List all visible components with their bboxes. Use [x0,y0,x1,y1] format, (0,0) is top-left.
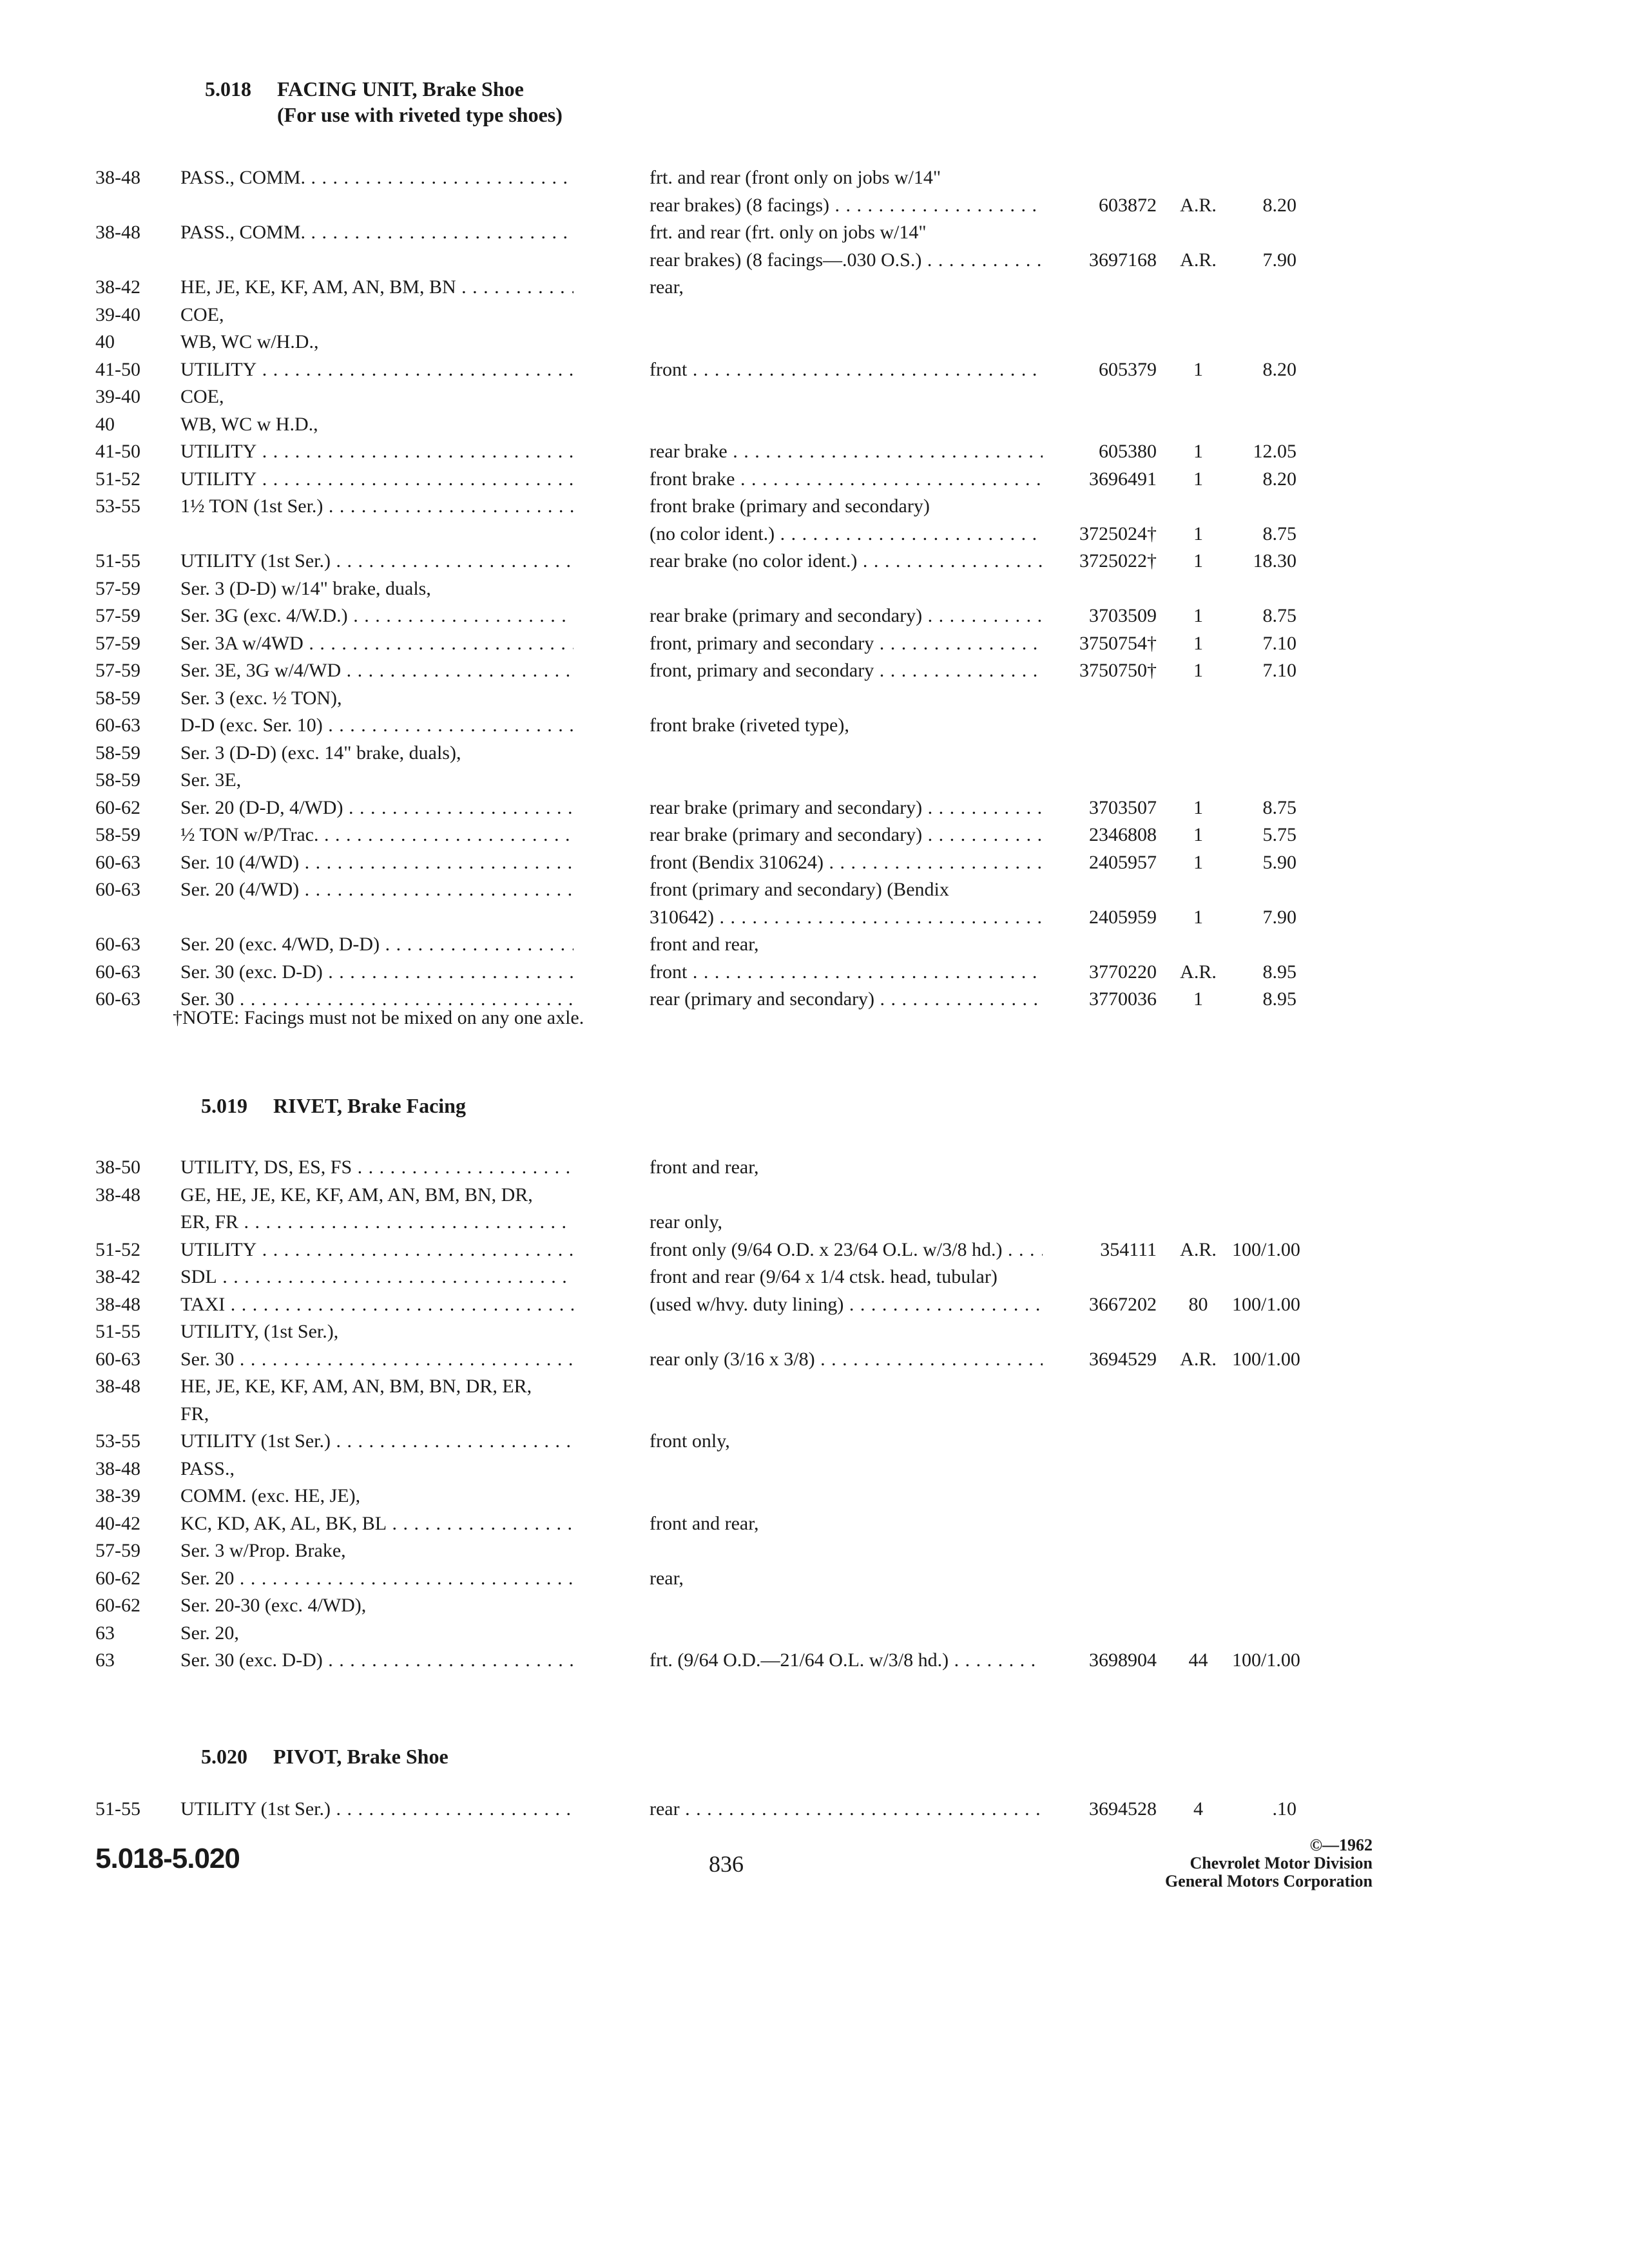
model-year: 60-62 [95,796,140,818]
part-number: 3697168 [1089,249,1157,271]
part-description: front only, [650,1430,730,1452]
table-row [0,246,1629,274]
model-description: SDL . . . [180,1263,574,1291]
part-number: 3696491 [1089,468,1157,490]
table-row [0,1153,1629,1182]
model-year: 51-52 [95,468,140,490]
model-description: UTILITY (1st Ser.) . . . [180,547,574,575]
model-description: UTILITY (1st Ser.) . . . [180,1795,574,1823]
model-year: 58-59 [95,769,140,791]
model-description: UTILITY . . . [180,356,574,384]
model-year: 53-55 [95,495,140,517]
model-description: FR, [180,1403,209,1425]
model-year: 53-55 [95,1430,140,1452]
part-number: 3698904 [1089,1649,1157,1671]
quantity: 1 [1193,523,1203,544]
model-year: 58-59 [95,687,140,709]
publisher-block [1095,1836,1373,1890]
model-description: TAXI . . . [180,1291,574,1319]
section-number: 5.020 [201,1745,247,1768]
model-description: WB, WC w/H.D., [180,331,319,352]
table-row [0,1318,1629,1346]
table-row [0,794,1629,822]
table-row [0,575,1629,603]
part-description: (used w/hvy. duty lining) . . . [650,1291,1043,1319]
model-year: 38-48 [95,222,140,243]
price: 8.75 [1262,796,1296,818]
quantity: 80 [1188,1293,1208,1315]
part-description: frt. and rear (front only on jobs w/14" [650,167,941,188]
model-description: Ser. 3A w/4WD . . . [180,629,574,658]
table-row [0,492,1629,521]
model-year: 38-39 [95,1485,140,1506]
part-description: front, primary and secondary . . . [650,629,1043,658]
model-year: 60-63 [95,879,140,900]
table-row [0,1208,1629,1236]
table-row [0,301,1629,329]
price: 100/1.00 [1232,1238,1300,1260]
model-description: HE, JE, KE, KF, AM, AN, BM, BN . . . [180,273,574,302]
model-year: 41-50 [95,441,140,462]
model-year: 38-48 [95,1293,140,1315]
model-description: Ser. 10 (4/WD) . . . [180,849,574,877]
part-number: 2405959 [1089,906,1157,928]
part-description: front and rear, [650,1512,759,1534]
model-description: Ser. 20 (D-D, 4/WD) . . . [180,794,574,822]
model-description: UTILITY, (1st Ser.), [180,1321,339,1342]
model-year: 63 [95,1622,115,1644]
model-year: 38-42 [95,1266,140,1287]
quantity: 1 [1193,824,1203,845]
part-description: front and rear, [650,1157,759,1178]
table-row [0,383,1629,411]
price: 7.10 [1262,632,1296,654]
section-title: RIVET, Brake Facing [273,1094,466,1117]
price: 7.90 [1262,906,1296,928]
part-description: front (Bendix 310624) . . . [650,849,1043,877]
model-description: PASS., COMM. . . . [180,218,574,247]
table-row [0,1795,1629,1823]
model-year: 57-59 [95,605,140,626]
model-description: UTILITY . . . [180,1236,574,1264]
table-row [0,766,1629,794]
model-year: 40-42 [95,1512,140,1534]
table-row [0,1236,1629,1264]
model-description: Ser. 3 (D-D) w/14" brake, duals, [180,577,431,599]
price: 8.20 [1262,194,1296,216]
part-description: rear brake (primary and secondary) . . . [650,602,1043,630]
quantity: 1 [1193,660,1203,681]
table-row [0,547,1629,575]
quantity: A.R. [1180,1348,1217,1370]
section-heading-5018 [205,76,524,102]
model-description: Ser. 20 (4/WD) . . . [180,876,574,904]
part-description: front brake . . . [650,465,1043,494]
quantity: 1 [1193,441,1203,462]
part-number: 605380 [1099,441,1157,462]
part-description: front . . . [650,356,1043,384]
table-row [0,520,1629,548]
table-row [0,1591,1629,1620]
quantity: 1 [1193,468,1203,490]
price: 18.30 [1253,550,1296,572]
price: 100/1.00 [1232,1293,1300,1315]
part-number: 3750754† [1079,632,1157,654]
table-row [0,711,1629,740]
model-description: Ser. 3G (exc. 4/W.D.) . . . [180,602,574,630]
section-title: FACING UNIT, Brake Shoe [277,77,524,101]
model-description: WB, WC w H.D., [180,413,318,435]
model-description: Ser. 30 . . . [180,1345,574,1374]
quantity: 1 [1193,851,1203,873]
table-row [0,410,1629,439]
table-row [0,1263,1629,1291]
table-row [0,1291,1629,1319]
part-description: rear brake (primary and secondary) . . . [650,794,1043,822]
part-number: 603872 [1099,194,1157,216]
model-year: 41-50 [95,358,140,380]
part-description: (no color ident.) . . . [650,520,1043,548]
quantity: 1 [1193,358,1203,380]
model-description: Ser. 30 (exc. D-D) . . . [180,958,574,986]
model-description: GE, HE, JE, KE, KF, AM, AN, BM, BN, DR, [180,1184,533,1206]
part-description: rear (primary and secondary) . . . [650,985,1043,1014]
model-year: 51-55 [95,1321,140,1342]
table-row [0,739,1629,767]
section-title: PIVOT, Brake Shoe [273,1745,448,1768]
model-year: 57-59 [95,1540,140,1561]
part-number: 3694529 [1089,1348,1157,1370]
model-year: 40 [95,331,115,352]
model-year: 60-63 [95,851,140,873]
model-description: COE, [180,386,224,407]
part-number: 2346808 [1089,824,1157,845]
model-description: Ser. 30 . . . [180,985,574,1014]
model-description: PASS., [180,1457,235,1479]
section-number: 5.019 [201,1094,247,1117]
model-description: Ser. 3E, 3G w/4/WD . . . [180,657,574,685]
price: 8.95 [1262,961,1296,983]
table-row [0,1510,1629,1538]
model-year: 38-48 [95,167,140,188]
table-row [0,684,1629,713]
table-row [0,1564,1629,1593]
part-number: 3694528 [1089,1798,1157,1820]
quantity: 1 [1193,988,1203,1010]
model-description: Ser. 3 (D-D) (exc. 14" brake, duals), [180,742,461,764]
quantity: A.R. [1180,1238,1217,1260]
table-row [0,191,1629,220]
price: 8.95 [1262,988,1296,1010]
model-description: COMM. (exc. HE, JE), [180,1485,361,1506]
part-description: front and rear, [650,934,759,955]
publisher-corporation: General Motors Corporation [1164,1872,1373,1890]
model-description: 1½ TON (1st Ser.) . . . [180,492,574,521]
table-row [0,629,1629,658]
price: 12.05 [1253,441,1296,462]
model-description: COE, [180,303,224,325]
part-number: 3750750† [1079,660,1157,681]
price: 8.75 [1262,605,1296,626]
model-description: Ser. 20 . . . [180,1564,574,1593]
table-row [0,849,1629,877]
part-description: rear brakes) (8 facings) . . . [650,191,1043,220]
table-row [0,1345,1629,1374]
model-description: Ser. 20 (exc. 4/WD, D-D) . . . [180,930,574,959]
model-description: ½ TON w/P/Trac. . . . [180,821,574,849]
part-description: rear brakes) (8 facings—.030 O.S.) . . . [650,246,1043,274]
part-number: 3725022† [1079,550,1157,572]
part-description: rear only (3/16 x 3/8) . . . [650,1345,1043,1374]
model-year: 38-48 [95,1184,140,1206]
table-row [0,602,1629,630]
part-number: 3667202 [1089,1293,1157,1315]
price: 7.90 [1262,249,1296,271]
part-description: front, primary and secondary . . . [650,657,1043,685]
footnote: †NOTE: Facings must not be mixed on any one axle. [173,1007,584,1028]
section-range: 5.018-5.020 [95,1843,240,1874]
price: 7.10 [1262,660,1296,681]
model-year: 60-63 [95,715,140,736]
table-row [0,328,1629,356]
model-description: UTILITY (1st Ser.) . . . [180,1427,574,1456]
table-row [0,821,1629,849]
section-subtitle: (For use with riveted type shoes) [277,103,563,126]
section-heading-5020 [201,1744,448,1769]
part-description: front brake (riveted type), [650,715,849,736]
table-row [0,657,1629,685]
model-year: 51-55 [95,1798,140,1820]
table-row [0,876,1629,904]
quantity: A.R. [1180,249,1217,271]
price: 5.90 [1262,851,1296,873]
part-number: 2405957 [1089,851,1157,873]
price: 8.20 [1262,468,1296,490]
table-row [0,1537,1629,1565]
part-number: 605379 [1099,358,1157,380]
model-year: 57-59 [95,577,140,599]
quantity: A.R. [1180,961,1217,983]
price: 8.75 [1262,523,1296,544]
model-year: 38-48 [95,1376,140,1397]
model-description: HE, JE, KE, KF, AM, AN, BM, BN, DR, ER, [180,1376,532,1397]
table-row [0,1619,1629,1648]
model-year: 40 [95,413,115,435]
model-description: ER, FR . . . [180,1208,574,1236]
quantity: 4 [1193,1798,1203,1820]
model-year: 60-62 [95,1595,140,1616]
table-row [0,1372,1629,1401]
part-description: front only (9/64 O.D. x 23/64 O.L. w/3/8 hd.) . . . [650,1236,1043,1264]
table-row [0,1400,1629,1428]
model-year: 57-59 [95,660,140,681]
part-description: rear brake . . . [650,437,1043,466]
table-row [0,465,1629,494]
model-year: 38-48 [95,1457,140,1479]
price: 100/1.00 [1232,1348,1300,1370]
publisher-division: Chevrolet Motor Division [1190,1854,1373,1872]
part-description: rear . . . [650,1795,1043,1823]
table-row [0,437,1629,466]
model-description: Ser. 3E, [180,769,242,791]
part-description: rear brake (primary and secondary) . . . [650,821,1043,849]
quantity: A.R. [1180,194,1217,216]
part-description: front (primary and secondary) (Bendix [650,879,949,900]
quantity: 1 [1193,550,1203,572]
model-description: Ser. 3 w/Prop. Brake, [180,1540,346,1561]
model-description: Ser. 20-30 (exc. 4/WD), [180,1595,367,1616]
part-number: 354111 [1100,1238,1157,1260]
table-row [0,1181,1629,1209]
price: 5.75 [1262,824,1296,845]
price: .10 [1272,1798,1296,1820]
model-year: 38-50 [95,1157,140,1178]
table-row [0,164,1629,192]
model-year: 51-55 [95,550,140,572]
table-row [0,1482,1629,1510]
table-row [0,1646,1629,1675]
part-number: 3725024† [1079,523,1157,544]
model-year: 39-40 [95,303,140,325]
model-description: Ser. 20, [180,1622,239,1644]
table-row [0,1427,1629,1456]
model-description: UTILITY . . . [180,465,574,494]
copyright: ©—1962 [1309,1836,1373,1854]
model-year: 60-63 [95,1348,140,1370]
model-description: D-D (exc. Ser. 10) . . . [180,711,574,740]
model-year: 60-63 [95,988,140,1010]
table-row [0,1455,1629,1483]
section-number: 5.018 [205,77,251,101]
part-number: 3770220 [1089,961,1157,983]
table-row [0,273,1629,302]
price: 8.20 [1262,358,1296,380]
part-number: 3703509 [1089,605,1157,626]
model-year: 51-52 [95,1238,140,1260]
part-description: front brake (primary and secondary) [650,495,930,517]
quantity: 1 [1193,605,1203,626]
section-heading-5019 [201,1093,466,1119]
part-number: 3770036 [1089,988,1157,1010]
part-description: front . . . [650,958,1043,986]
table-row [0,958,1629,986]
table-row [0,356,1629,384]
part-description: rear only, [650,1211,722,1233]
quantity: 1 [1193,796,1203,818]
part-description: rear, [650,276,684,298]
model-year: 38-42 [95,276,140,298]
quantity: 1 [1193,632,1203,654]
part-description: 310642) . . . [650,903,1043,932]
table-row [0,903,1629,932]
table-row [0,218,1629,247]
price: 100/1.00 [1232,1649,1300,1671]
quantity: 44 [1188,1649,1208,1671]
model-year: 60-63 [95,961,140,983]
model-year: 58-59 [95,742,140,764]
model-year: 60-63 [95,934,140,955]
quantity: 1 [1193,906,1203,928]
model-description: Ser. 3 (exc. ½ TON), [180,687,342,709]
model-year: 57-59 [95,632,140,654]
part-description: rear, [650,1567,684,1589]
model-year: 60-62 [95,1567,140,1589]
model-description: UTILITY . . . [180,437,574,466]
part-description: frt. and rear (frt. only on jobs w/14" [650,222,927,243]
model-description: PASS., COMM. . . . [180,164,574,192]
model-description: KC, KD, AK, AL, BK, BL . . . [180,1510,574,1538]
model-description: UTILITY, DS, ES, FS . . . [180,1153,574,1182]
part-description: rear brake (no color ident.) . . . [650,547,1043,575]
model-year: 39-40 [95,386,140,407]
table-row [0,930,1629,959]
part-description: frt. (9/64 O.D.—21/64 O.L. w/3/8 hd.) . . . [650,1646,1043,1675]
page-number: 836 [709,1851,744,1877]
model-year: 63 [95,1649,115,1671]
model-year: 58-59 [95,824,140,845]
part-description: front and rear (9/64 x 1/4 ctsk. head, tubular) [650,1266,998,1287]
part-number: 3703507 [1089,796,1157,818]
model-description: Ser. 30 (exc. D-D) . . . [180,1646,574,1675]
